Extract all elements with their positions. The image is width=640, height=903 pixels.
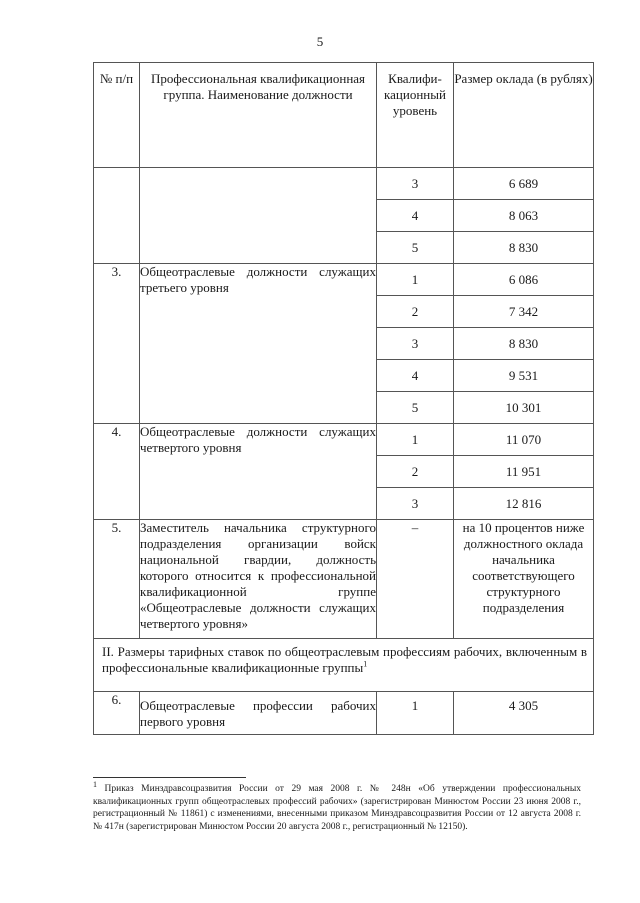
table-row-deputy [94, 520, 594, 639]
section-heading-row [94, 639, 594, 692]
level-cell: 2 [377, 456, 454, 488]
section-heading [94, 639, 594, 692]
level-cell: 4 [377, 360, 454, 392]
group-number: 3. [94, 264, 140, 424]
header-level: Квалифи-кационный уровень [377, 63, 454, 168]
table-row [94, 264, 594, 296]
salary-note: на 10 процентов ниже должностного оклада начальника соответствующего структурного подразделения [454, 520, 594, 639]
level-cell: 2 [377, 296, 454, 328]
group-name: Общеотраслевые должности служащих четвертого уровня [140, 424, 377, 520]
level-cell: 3 [377, 488, 454, 520]
salary-cell: 8 830 [454, 328, 594, 360]
salary-cell: 4 305 [454, 692, 594, 735]
position-name: Заместитель начальника структурного подразделения организации войск национальной гвардии, должность которого относится к профессиональной квалификационной группе «Общеотраслевые должности служащих четвертого уровня» [140, 520, 377, 639]
level-cell: 4 [377, 200, 454, 232]
page-number: 5 [316, 34, 324, 49]
table-header-row [94, 63, 594, 168]
table-row [94, 692, 594, 735]
salary-cell: 7 342 [454, 296, 594, 328]
table-row [94, 168, 594, 200]
salary-cell: 6 689 [454, 168, 594, 200]
group-number: 5. [94, 520, 140, 639]
footnote-mark: 1 [93, 779, 97, 789]
footnote [93, 779, 582, 833]
level-cell: 1 [377, 692, 454, 735]
salary-cell: 6 086 [454, 264, 594, 296]
salary-cell: 8 830 [454, 232, 594, 264]
salary-cell: 8 063 [454, 200, 594, 232]
level-cell: 5 [377, 392, 454, 424]
group-name: Общеотраслевые должности служащих третьего уровня [140, 264, 377, 424]
footnote-divider [93, 777, 246, 778]
salary-cell: 11 070 [454, 424, 594, 456]
group-name: Общеотраслевые профессии рабочих первого уровня [140, 692, 377, 735]
level-cell: 1 [377, 264, 454, 296]
num-cell-empty [94, 168, 140, 264]
level-cell: – [377, 520, 454, 639]
level-cell: 5 [377, 232, 454, 264]
level-cell: 3 [377, 168, 454, 200]
group-number: 4. [94, 424, 140, 520]
header-name: Профессиональная квалификационная группа. Наименование должности [140, 63, 377, 168]
salary-cell: 10 301 [454, 392, 594, 424]
salary-cell: 9 531 [454, 360, 594, 392]
header-num: № п/п [94, 63, 140, 168]
header-salary: Размер оклада (в рублях) [454, 63, 594, 168]
footnote-text: Приказ Минздравсоцразвития России от 29 мая 2008 г. № 248н «Об утверждении профессиональных квалификационных групп общеотраслевых профессий рабочих» (зарегистрирован Минюстом России 23 июня 2008 г., регистрационный № 11861) с изменениями, внесенными приказом Минздравсоцразвития России от 12 августа 2008 г. № 417н (зарегистрирован Минюстом России 20 августа 2008 г., регистрационный № 12150). [93, 784, 582, 832]
level-cell: 1 [377, 424, 454, 456]
section-heading-text: II. Размеры тарифных ставок по общеотраслевым профессиям рабочих, включенным в профессиональные квалификационные группы [102, 644, 587, 675]
salary-cell: 11 951 [454, 456, 594, 488]
level-cell: 3 [377, 328, 454, 360]
salary-cell: 12 816 [454, 488, 594, 520]
table-row [94, 424, 594, 456]
footnote-ref: 1 [363, 659, 368, 669]
group-number: 6. [94, 692, 140, 735]
name-cell-empty [140, 168, 377, 264]
salary-table [93, 62, 594, 735]
